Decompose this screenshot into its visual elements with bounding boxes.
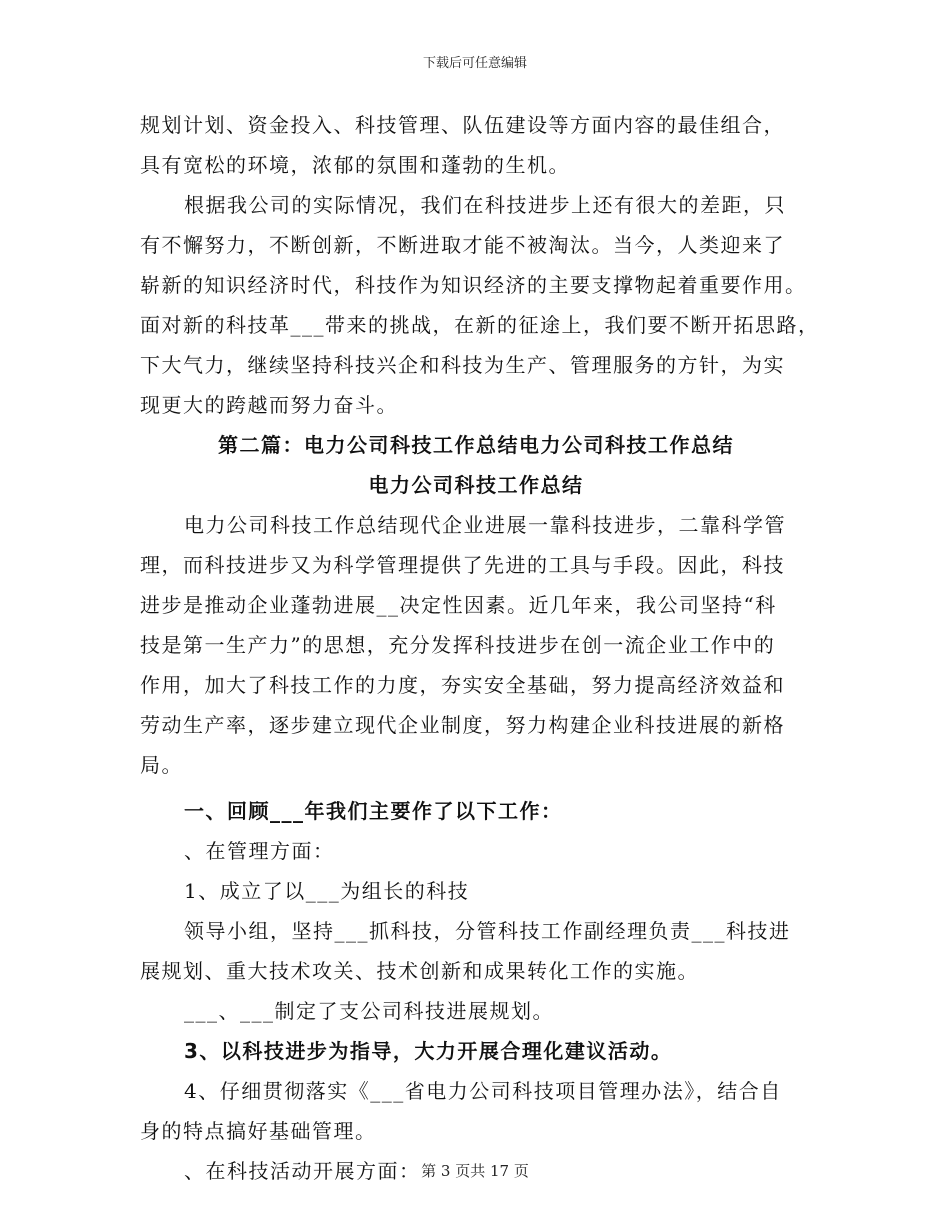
list-item: 1、成立了以___为组长的科技 bbox=[184, 879, 470, 903]
document-body bbox=[140, 105, 820, 1191]
list-item: 、在科技活动开展方面： bbox=[184, 1159, 421, 1183]
paragraph-line: 理，而科技进步又为科学管理提供了先进的工具与手段。因此，科技 bbox=[140, 553, 785, 577]
paragraph-line: 规划计划、资金投入、科技管理、队伍建设等方面内容的最佳组合， bbox=[140, 113, 785, 137]
paragraph-line: 崭新的知识经济时代，科技作为知识经济的主要支撑物起着重要作用。 bbox=[140, 273, 807, 297]
page-footer: 第 3 页共 17 页 bbox=[421, 1162, 529, 1180]
paragraph-line: 进步是推动企业蓬勃进展__决定性因素。近几年来，我公司坚持“科 bbox=[140, 593, 777, 617]
list-item: ___、___制定了支公司科技进展规划。 bbox=[184, 999, 554, 1023]
paragraph-line: 技是第一生产力”的思想，充分发挥科技进步在创一流企业工作中的 bbox=[140, 633, 776, 657]
paragraph-line: 作用，加大了科技工作的力度，夯实安全基础，努力提高经济效益和 bbox=[140, 673, 785, 697]
paragraph-line: 现更大的跨越而努力奋斗。 bbox=[140, 393, 398, 417]
section-heading: 一、回顾___年我们主要作了以下工作： bbox=[184, 799, 563, 823]
paragraph-line: 局。 bbox=[140, 753, 183, 777]
paragraph-line: 4、仔细贯彻落实《___省电力公司科技项目管理办法》，结合自 bbox=[184, 1079, 782, 1103]
list-item: 、在管理方面： bbox=[184, 839, 335, 863]
paragraph-line: 下大气力，继续坚持科技兴企和科技为生产、管理服务的方针，为实 bbox=[140, 353, 785, 377]
paragraph-line: 身的特点搞好基础管理。 bbox=[140, 1119, 377, 1143]
paragraph-line: 根据我公司的实际情况，我们在科技进步上还有很大的差距，只 bbox=[184, 193, 786, 217]
paragraph-line: 领导小组，坚持___抓科技，分管科技工作副经理负责___科技进 bbox=[184, 919, 791, 943]
paragraph-line: 面对新的科技革___带来的挑战，在新的征途上，我们要不断开拓思路， bbox=[140, 313, 820, 337]
paragraph-line: 电力公司科技工作总结现代企业进展一靠科技进步，二靠科学管 bbox=[184, 513, 786, 537]
chapter-subheading: 电力公司科技工作总结 bbox=[368, 473, 584, 497]
chapter-heading: 第二篇：电力公司科技工作总结电力公司科技工作总结 bbox=[218, 433, 734, 457]
list-item-bold: 3、以科技进步为指导，大力开展合理化建议活动。 bbox=[184, 1039, 673, 1063]
paragraph-line: 展规划、重大技术攻关、技术创新和成果转化工作的实施。 bbox=[140, 959, 699, 983]
paragraph-line: 劳动生产率，逐步建立现代企业制度，努力构建企业科技进展的新格 bbox=[140, 713, 785, 737]
paragraph-line: 具有宽松的环境，浓郁的氛围和蓬勃的生机。 bbox=[140, 153, 570, 177]
paragraph-line: 有不懈努力，不断创新，不断进取才能不被淘汰。当今，人类迎来了 bbox=[140, 233, 785, 257]
page-header: 下载后可任意编辑 bbox=[422, 56, 527, 71]
